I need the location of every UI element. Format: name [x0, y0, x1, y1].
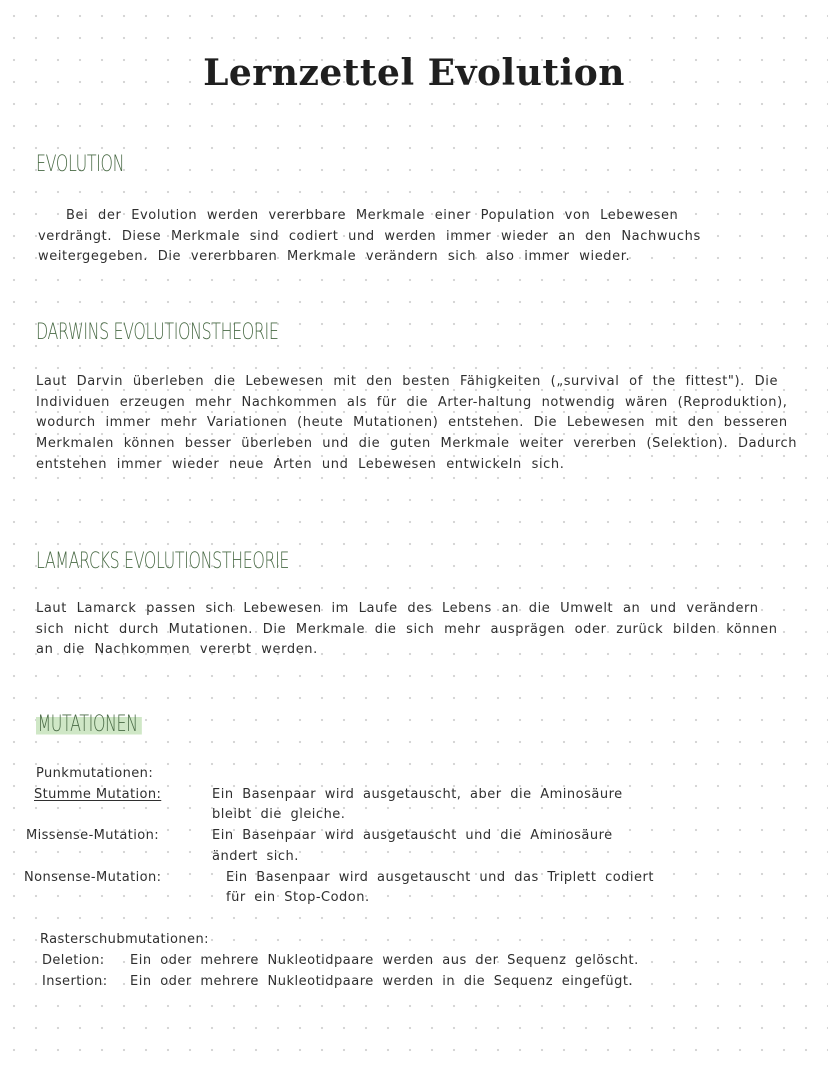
nonsense-mutation-label: Nonsense-Mutation:: [24, 870, 162, 885]
nonsense-mutation-line1: Ein Basenpaar wird ausgetauscht und das Triplett codiert: [226, 870, 654, 885]
paragraph-lamarck: Laut Lamarck passen sich Lebewesen im Laufe des Lebens an die Umwelt an und verändern sich nicht durch Mutationen. Die Merkmale die sich mehr ausprägen oder zurück bilden können an die Nachkommen vererbt werden.: [36, 601, 778, 658]
nonsense-mutation-line2: für ein Stop-Codon.: [226, 890, 370, 905]
deletion-text: Ein oder mehrere Nukleotidpaare werden aus der Sequenz gelöscht.: [130, 953, 639, 968]
punktmutationen-heading: Punkmutationen:: [36, 766, 154, 781]
paragraph-evolution: Bei der Evolution werden vererbbare Merkmale einer Population von Lebewesen verdrängt. Diese Merkmale sind codiert und werden immer wieder an den Nachwuchs weitergegeben. Die vererbbaren Merkmale verändern sich also immer wieder.: [38, 208, 701, 265]
stumme-mutation-label: Stumme Mutation:: [34, 787, 162, 802]
page-title: Lernzettel Evolution: [203, 52, 625, 94]
insertion-text: Ein oder mehrere Nukleotidpaare werden in die Sequenz eingefügt.: [130, 974, 634, 989]
section-heading-lamarck: LAMARCKS EVOLUTIONSTHEORIE: [36, 549, 290, 574]
section-heading-mutationen: MUTATIONEN: [36, 712, 142, 737]
stumme-mutation-line1: Ein Basenpaar wird ausgetauscht, aber die Aminosäure: [212, 787, 623, 802]
paragraph-darwin: Laut Darvin überleben die Lebewesen mit den besten Fähigkeiten („survival of the fittest"). Die Individuen erzeugen mehr Nachkommen als für die Arter-haltung notwendig wären (Reproduktion), wodurch immer mehr Variationen (heute Mutationen) entstehen. Die Lebewesen mit den besseren Merkmalen können besser überleben und die guten Merkmale weiter vererben (Selektion). Dadurch entstehen immer wieder neue Arten und Lebewesen entwickeln sich.: [36, 374, 798, 472]
missense-mutation-line2: ändert sich.: [212, 849, 299, 864]
missense-mutation-label: Missense-Mutation:: [26, 828, 160, 843]
insertion-label: Insertion:: [42, 974, 108, 989]
rasterschubmutationen-heading: Rasterschubmutationen:: [40, 932, 209, 947]
section-heading-evolution: EVOLUTION: [36, 152, 125, 177]
section-heading-darwin: DARWINS EVOLUTIONSTHEORIE: [36, 320, 279, 345]
missense-mutation-line1: Ein Basenpaar wird ausgetauscht und die Aminosäure: [212, 828, 613, 843]
deletion-label: Deletion:: [42, 953, 105, 968]
stumme-mutation-line2: bleibt die gleiche.: [212, 807, 346, 822]
